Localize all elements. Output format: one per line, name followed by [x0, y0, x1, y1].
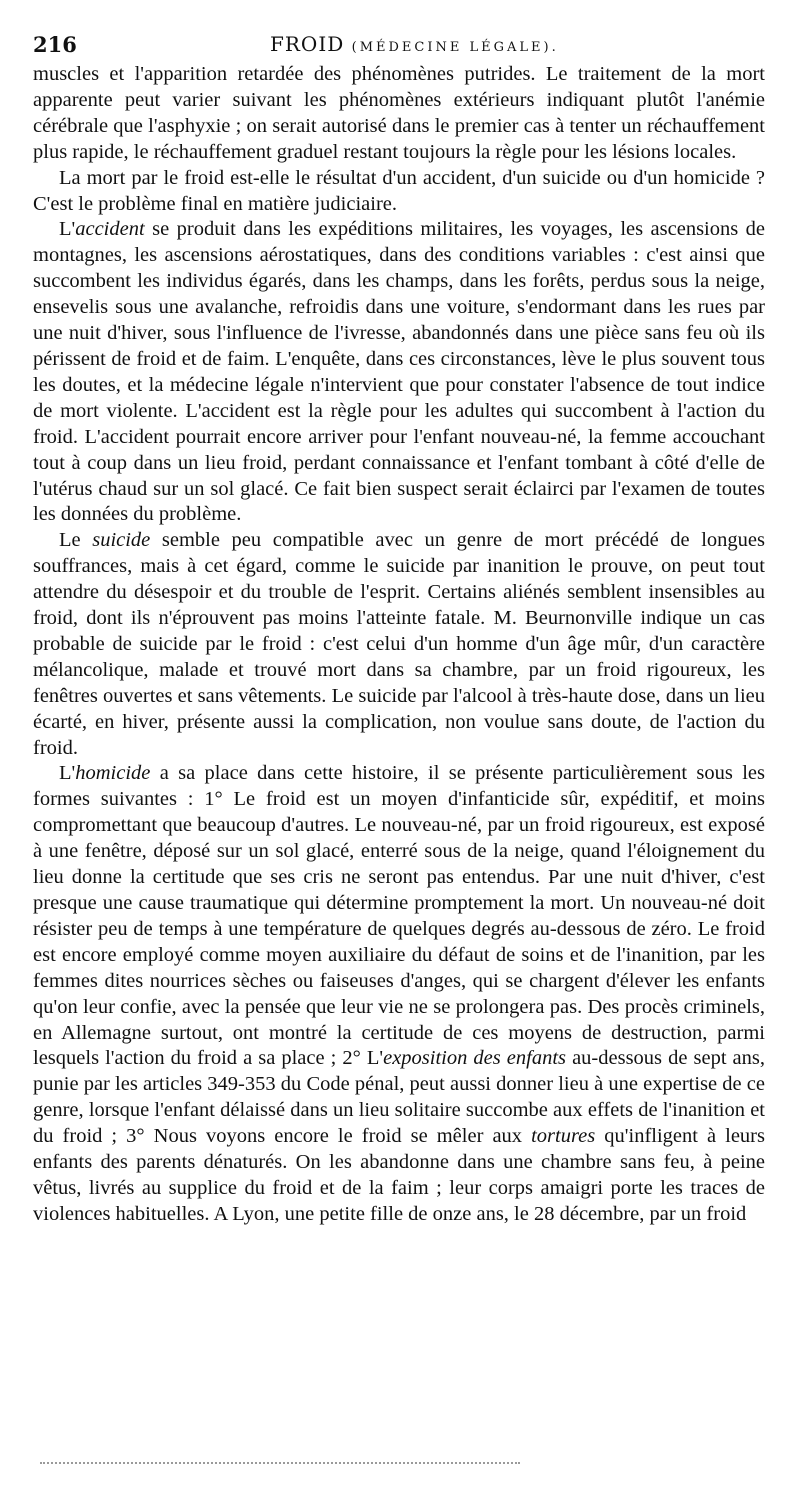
paragraph-suicide-text: semble peu compatible avec un genre de mort précédé de longues souffrances, mais à cet égard, comme le suicide par inanition le prouve, on peut tout attendre du désespoir et du trouble de l'esprit. Certains aliénés semblent insensibles au froid, dont ils n'éprouvent pas moins l'atteinte fatale. M. Beurnonville indique un cas probable de suicide par le froid : c'est celui d'un homme d'un âge mûr, d'un caractère mélancolique, malade et trouvé mort dans sa chambre, par un froid rigoureux, les fenêtres ouvertes et sans vêtements. Le suicide par l'alcool à très-haute dose, dans un lieu écarté, en hiver, présente aussi la complication, non voulue sans doute, de l'action du froid. — [33, 529, 765, 759]
header-title-main: FROID — [270, 32, 345, 56]
header-subtitle: (MÉDECINE LÉGALE). — [351, 40, 559, 55]
paragraph-suicide-lead: Le — [59, 529, 93, 552]
page-number: 216 — [33, 32, 77, 57]
footer-rule — [40, 1462, 520, 1464]
paragraph-homicide-text-3: qu'infligent à leurs enfants des parents dénaturés. On les abandonne dans une chambre sans feu, à peine vêtus, livrés au supplice du froid et de la faim ; leur corps amaigri porte les traces de violences habituelles. A Lyon, une petite fille de onze ans, le 28 décembre, par un froid — [33, 1125, 765, 1225]
term-homicide: homicide — [75, 762, 151, 785]
running-head — [33, 32, 765, 58]
paragraph-question: La mort par le froid est-elle le résultat d'un accident, d'un suicide ou d'un homicide ? C'est le problème final en matière judiciaire. — [33, 166, 765, 215]
body-text — [33, 62, 765, 1228]
paragraph-homicide — [33, 761, 765, 1227]
header-title — [270, 32, 559, 56]
paragraph-accident-text: se produit dans les expéditions militaires, les voyages, les ascensions de montagnes, les ascensions aérostatiques, dans des conditions variables : c'est ainsi que succombent les individus égarés, dans les champs, dans les forêts, perdus sous la neige, ensevelis sous une avalanche, refroidis dans une voiture, s'endormant dans les rues par une nuit d'hiver, sous l'influence de l'ivresse, abandonnés dans une pièce sans feu où ils périssent de froid et de faim. L'enquête, dans ces circonstances, lève le plus souvent tous les doutes, et la médecine légale n'intervient que pour constater l'absence de tout indice de mort violente. L'accident est la règle pour les adultes qui succombent à l'action du froid. L'accident pourrait encore arriver pour l'enfant nouveau-né, la femme accouchant tout à coup dans un lieu froid, perdant connaissance et l'enfant tombant à côté d'elle de l'utérus chaud sur un sol glacé. Ce fait bien suspect serait éclairci par l'examen de toutes les données du problème. — [33, 218, 765, 526]
paragraph-homicide-lead: L' — [59, 762, 76, 785]
term-suicide: suicide — [92, 529, 151, 552]
term-exposition-des-enfants: exposition des enfants — [383, 1047, 567, 1070]
paragraph-continuation: muscles et l'apparition retardée des phénomènes putrides. Le traitement de la mort apparente peut varier suivant les phénomènes extérieurs indiquant plutôt l'anémie cérébrale que l'asphyxie ; on serait autorisé dans le premier cas à tenter un réchauffement plus rapide, le réchauffement graduel restant toujours la règle pour les lésions locales. — [33, 63, 765, 163]
paragraph-accident — [33, 217, 765, 528]
paragraph-accident-lead: L' — [59, 218, 76, 241]
term-tortures: tortures — [531, 1125, 596, 1148]
paragraph-suicide — [33, 528, 765, 761]
term-accident: accident — [75, 218, 145, 241]
paragraph-homicide-text-1: a sa place dans cette histoire, il se présente particulièrement sous les formes suivantes : 1° Le froid est un moyen d'infanticide sûr, expéditif, et moins compromettant que beaucoup d'autres. Le nouveau-né, par un froid rigoureux, est exposé à une fenêtre, déposé sur un sol glacé, enterré sous de la neige, quand l'éloignement du lieu donne la certitude que ses cris ne seront pas entendus. Par une nuit d'hiver, c'est presque une cause traumatique qui détermine promptement la mort. Un nouveau-né doit résister peu de temps à une température de quelques degrés au-dessous de zéro. Le froid est encore employé comme moyen auxiliaire du défaut de soins et de l'inanition, par les femmes dites nourrices sèches ou faiseuses d'anges, qui se chargent d'élever les enfants qu'on leur confie, avec la pensée que leur vie ne se prolongera pas. Des procès criminels, en Allemagne surtout, ont montré la certitude de ces moyens de destruction, parmi lesquels l'action du froid a sa place ; 2° L' — [33, 762, 765, 1070]
paragraph-homicide-text-2: au-dessous de sept ans, punie par les articles 349-353 du Code pénal, peut aussi donner lieu à une expertise de ce genre, lorsque l'enfant délaissé dans un lieu solitaire succombe aux effets de l'inanition et du froid ; 3° Nous voyons encore le froid se mêler aux — [33, 1047, 766, 1148]
